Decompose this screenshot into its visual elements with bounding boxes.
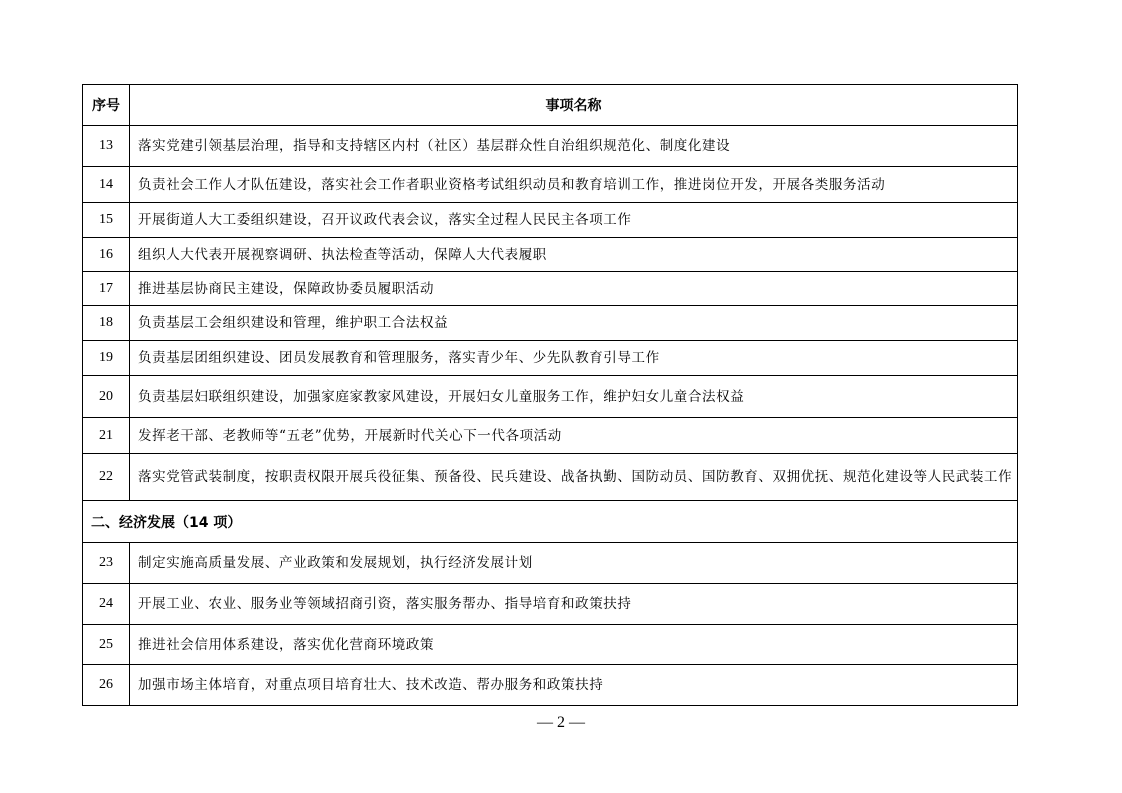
row-text: 制定实施高质量发展、产业政策和发展规划，执行经济发展计划 <box>130 543 1018 584</box>
table-row <box>83 126 1018 167</box>
matters-table <box>82 84 1018 706</box>
table-row <box>83 203 1018 238</box>
row-num: 25 <box>83 625 130 665</box>
table-row <box>83 341 1018 376</box>
row-text: 负责基层妇联组织建设，加强家庭家教家风建设，开展妇女儿童服务工作，维护妇女儿童合法权益 <box>130 376 1018 418</box>
row-text: 推进基层协商民主建设，保障政协委员履职活动 <box>130 272 1018 306</box>
table-row <box>83 418 1018 454</box>
row-num: 15 <box>83 203 130 238</box>
row-num: 22 <box>83 454 130 501</box>
table-row <box>83 625 1018 665</box>
section-row <box>83 501 1018 543</box>
row-num: 13 <box>83 126 130 167</box>
row-text: 开展工业、农业、服务业等领域招商引资，落实服务帮办、指导培育和政策扶持 <box>130 584 1018 625</box>
table-row <box>83 543 1018 584</box>
table-row <box>83 167 1018 203</box>
row-num: 26 <box>83 665 130 706</box>
table-row <box>83 306 1018 341</box>
table-row <box>83 584 1018 625</box>
row-text: 推进社会信用体系建设，落实优化营商环境政策 <box>130 625 1018 665</box>
row-num: 14 <box>83 167 130 203</box>
row-num: 16 <box>83 238 130 272</box>
row-num: 20 <box>83 376 130 418</box>
row-num: 23 <box>83 543 130 584</box>
row-text: 发挥老干部、老教师等“五老”优势，开展新时代关心下一代各项活动 <box>130 418 1018 454</box>
row-text: 组织人大代表开展视察调研、执法检查等活动，保障人大代表履职 <box>130 238 1018 272</box>
row-text: 负责基层团组织建设、团员发展教育和管理服务，落实青少年、少先队教育引导工作 <box>130 341 1018 376</box>
row-text: 落实党建引领基层治理，指导和支持辖区内村（社区）基层群众性自治组织规范化、制度化建设 <box>130 126 1018 167</box>
table-header-row <box>83 85 1018 126</box>
row-text: 加强市场主体培育，对重点项目培育壮大、技术改造、帮办服务和政策扶持 <box>130 665 1018 706</box>
row-text: 开展街道人大工委组织建设，召开议政代表会议，落实全过程人民民主各项工作 <box>130 203 1018 238</box>
table-row <box>83 376 1018 418</box>
row-text: 负责基层工会组织建设和管理，维护职工合法权益 <box>130 306 1018 341</box>
row-text: 落实党管武装制度，按职责权限开展兵役征集、预备役、民兵建设、战备执勤、国防动员、国防教育、双拥优抚、规范化建设等人民武装工作 <box>130 454 1018 501</box>
row-num: 24 <box>83 584 130 625</box>
table-row <box>83 238 1018 272</box>
section-heading: 二、经济发展（14 项） <box>83 501 1018 543</box>
row-num: 18 <box>83 306 130 341</box>
header-num: 序号 <box>83 85 130 126</box>
row-num: 17 <box>83 272 130 306</box>
row-text: 负责社会工作人才队伍建设，落实社会工作者职业资格考试组织动员和教育培训工作，推进岗位开发，开展各类服务活动 <box>130 167 1018 203</box>
table-row <box>83 272 1018 306</box>
header-name: 事项名称 <box>130 85 1018 126</box>
table-row <box>83 665 1018 706</box>
page-number: — 2 — <box>537 714 585 731</box>
table-row <box>83 454 1018 501</box>
row-num: 19 <box>83 341 130 376</box>
row-num: 21 <box>83 418 130 454</box>
